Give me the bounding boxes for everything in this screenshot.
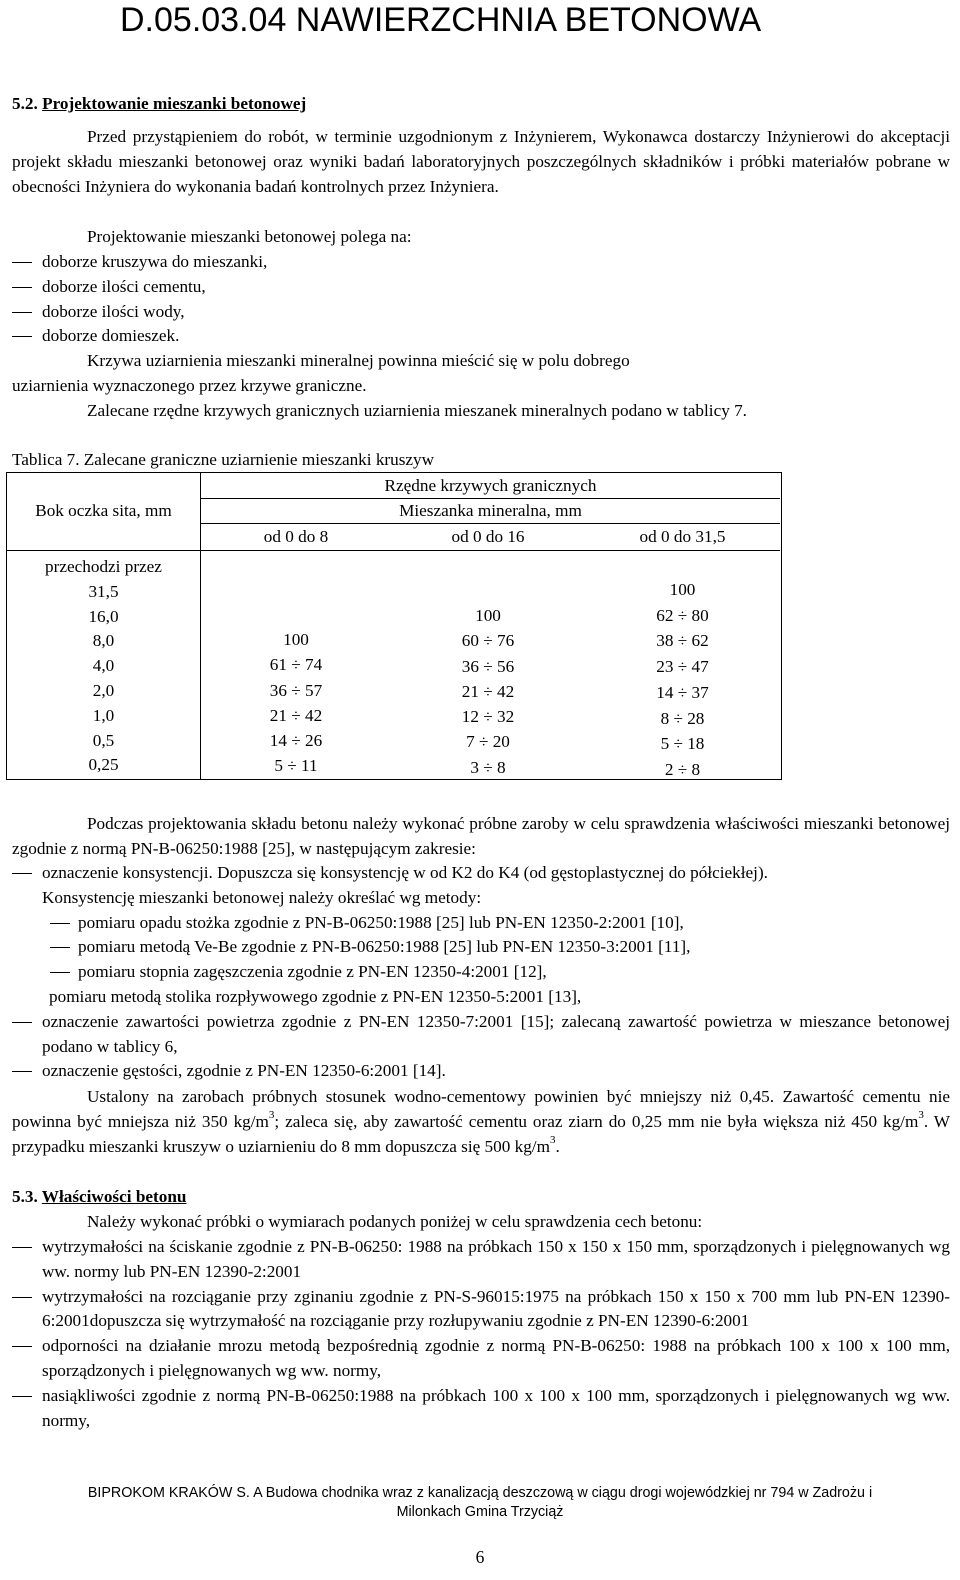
table-cell: 14 ÷ 37 (656, 682, 709, 702)
table-cell: 38 ÷ 62 (656, 631, 709, 651)
sieve-value: 4,0 (92, 656, 115, 676)
list-item: doborze domieszek. (12, 324, 950, 349)
paragraph-lead: Projektowanie mieszanki betonowej polega na: (87, 227, 412, 246)
sieve-value: 2,0 (92, 680, 115, 700)
list-item: doborze ilości wody, (12, 300, 950, 325)
list-item-method: pomiaru opadu stożka zgodnie z PN-B-06250:1988 [25] lub PN-EN 12350-2:2001 [10], (12, 911, 950, 936)
section-heading-5-3 (12, 1185, 950, 1210)
section-title: Projektowanie mieszanki betonowej (42, 94, 307, 113)
sieve-value: 0,25 (88, 755, 119, 775)
table-cell: 2 ÷ 8 (664, 759, 701, 779)
table-cell: 21 ÷ 42 (461, 681, 515, 701)
table-cell: 7 ÷ 20 (466, 732, 510, 752)
sieve-value: 16,0 (88, 606, 119, 626)
list-item-method: pomiaru metodą stolika rozpływowego zgodnie z PN-EN 12350-5:2001 [13], (49, 986, 582, 1006)
document-title: D.05.03.04 NAWIERZCHNIA BETONOWA (120, 1, 762, 39)
table-cell: 5 ÷ 18 (660, 734, 705, 754)
column-0-31-5 (585, 577, 780, 783)
params-list (12, 861, 950, 1084)
table-cell: 8 ÷ 28 (660, 708, 705, 728)
list-item: nasiąkliwości zgodnie z normą PN-B-06250:1988 na próbkach 100 x 100 x 100 mm, sporządzonych i pielęgnowanych wg ww. normy, (12, 1384, 950, 1434)
table-cell: 60 ÷ 76 (461, 631, 515, 651)
list-item-method: pomiaru stopnia zagęszczenia zgodnie z PN-EN 12350-4:2001 [12], (12, 960, 950, 985)
table-cell: 23 ÷ 47 (656, 657, 709, 677)
list-item: doborze kruszywa do mieszanki, (12, 250, 950, 275)
column-0-8 (201, 627, 391, 779)
methods-lead: Konsystencję mieszanki betonowej należy określać wg metody: (42, 887, 482, 907)
table-divider (7, 550, 780, 551)
header-sieve: Bok oczka sita, mm (35, 501, 172, 520)
superscript: 3 (918, 1109, 924, 1122)
section-heading-5-2 (12, 92, 950, 117)
properties-list (12, 1235, 950, 1433)
col-header: od 0 do 16 (451, 527, 525, 546)
paragraph-curve-line2: uziarnienia wyznaczonego przez krzywe graniczne. (12, 376, 367, 395)
superscript: 3 (268, 1109, 275, 1122)
paragraph-recommended: Zalecane rzędne krzywych granicznych uziarnienia mieszanek mineralnych podano w tablicy 7. (87, 401, 747, 420)
list-item-air: oznaczenie zawartości powietrza zgodnie z PN-EN 12350-7:2001 [15]; zalecaną zawartość powietrza w mieszance betonowej podano w tablicy 6, (12, 1010, 950, 1060)
footer-line: Milonkach Gmina Trzyciąż (396, 1504, 564, 1520)
ratio-text: ; zaleca się, aby zawartość cementu oraz ziarn do 0,25 mm nie była większa niż 450 kg/m (274, 1111, 919, 1131)
grading-table (6, 472, 782, 780)
page-number: 6 (475, 1547, 485, 1567)
section-number: 5.3. (12, 1187, 42, 1206)
paragraph-samples: Należy wykonać próbki o wymiarach podanych poniżej w celu sprawdzenia cech betonu: (87, 1212, 703, 1231)
section-title: Właściwości betonu (41, 1187, 187, 1206)
sieve-value: 1,0 (92, 705, 115, 725)
header-sub: Mieszanka mineralna, mm (399, 501, 582, 520)
table-cell: 3 ÷ 8 (470, 757, 506, 777)
list-item-method: pomiaru metodą Ve-Be zgodnie z PN-B-06250:1988 [25] lub PN-EN 12350-3:2001 [11], (12, 935, 950, 960)
col-header: od 0 do 8 (263, 527, 329, 546)
list-item: wytrzymałości na rozciąganie przy zginaniu zgodnie z PN-S-96015:1975 na próbkach 150 x 150 x 700 mm lub PN-EN 12390-6:2001dopuszcza się wytrzymałość na rozciąganie przy rozłupywaniu zgodnie z PN-EN 12390-6:2001 (12, 1285, 950, 1335)
header-main: Rzędne krzywych granicznych (384, 476, 597, 495)
list-item-density: oznaczenie gęstości, zgodnie z PN-EN 12350-6:2001 [14]. (12, 1059, 950, 1084)
col-header: od 0 do 31,5 (639, 527, 726, 546)
ratio-text: Ustalony na zarobach próbnych stosunek wodno-cementowy powinien być mniejszy niż 0,45. Zawartość cementu nie powinna być mniejsza niż 350 kg/m (12, 1087, 950, 1131)
section-number: 5.2. (12, 94, 43, 113)
ratio-text: . W przypadku mieszanki kruszyw o uziarnieniu do 8 mm dopuszcza się 500 kg/m (12, 1111, 950, 1156)
page-footer (0, 1484, 960, 1522)
paragraph-curve-line1: Krzywa uziarnienia mieszanki mineralnej powinna mieścić się w polu dobrego (87, 351, 630, 370)
paragraph-water-cement (12, 1085, 950, 1159)
table-cell: 100 (283, 630, 309, 649)
table-cell: 36 ÷ 57 (269, 680, 323, 700)
table-cell: 36 ÷ 56 (461, 656, 515, 676)
sieve-column (7, 555, 200, 778)
design-list (12, 250, 950, 349)
table-cell: 62 ÷ 80 (656, 605, 709, 625)
sieve-value: 0,5 (92, 730, 115, 750)
table-cell: 5 ÷ 11 (274, 756, 318, 776)
sieve-value: 31,5 (88, 581, 119, 601)
table-cell: 61 ÷ 74 (269, 655, 323, 675)
table-cell: 100 (475, 606, 501, 625)
column-0-16 (391, 603, 585, 780)
table-cell: 21 ÷ 42 (269, 705, 323, 725)
table-cell: 12 ÷ 32 (461, 707, 515, 727)
paragraph-intro: Przed przystąpieniem do robót, w terminie uzgodnionym z Inżynierem, Wykonawca dostarczy Inżynierowi do akceptacji projekt składu mieszanki betonowej oraz wyniki badań laboratoryjnych poszczególnych składników i próbki materiałów pobrane w obecności Inżyniera do wykonania badań kontrolnych przez Inżyniera. (12, 127, 950, 196)
passing-label: przechodzi przez (45, 557, 162, 576)
sieve-value: 8,0 (92, 631, 115, 651)
paragraph-trial-mixes: Podczas projektowania składu betonu należy wykonać próbne zaroby w celu sprawdzenia właściwości mieszanki betonowej zgodnie z normą PN-B-06250:1988 [25], w następującym zakresie: (12, 814, 950, 858)
table-caption: Tablica 7. Zalecane graniczne uziarnienie mieszanki kruszyw (12, 450, 435, 469)
table-cell: 14 ÷ 26 (269, 731, 323, 751)
superscript: 3 (549, 1133, 556, 1146)
footer-line: BIPROKOM KRAKÓW S. A Budowa chodnika wraz z kanalizacją deszczową w ciągu drogi wojewódzkiej nr 794 w Zadrożu i (87, 1485, 873, 1501)
list-item: wytrzymałości na ściskanie zgodnie z PN-B-06250: 1988 na próbkach 150 x 150 x 150 mm, sporządzonych i pielęgnowanych wg ww. normy lub PN-EN 12390-2:2001 (12, 1235, 950, 1285)
table-cell: 100 (669, 580, 696, 599)
list-item-consistency: oznaczenie konsystencji. Dopuszcza się konsystencję w od K2 do K4 (od gęstoplastycznej do półciekłej). (12, 861, 950, 886)
list-item: doborze ilości cementu, (12, 275, 950, 300)
ratio-text: . (555, 1136, 560, 1156)
list-item: odporności na działanie mrozu metodą bezpośrednią zgodnie z normą PN-B-06250: 1988 na próbkach 100 x 100 x 100 mm, sporządzonych i pielęgnowanych wg ww. normy, (12, 1334, 950, 1384)
